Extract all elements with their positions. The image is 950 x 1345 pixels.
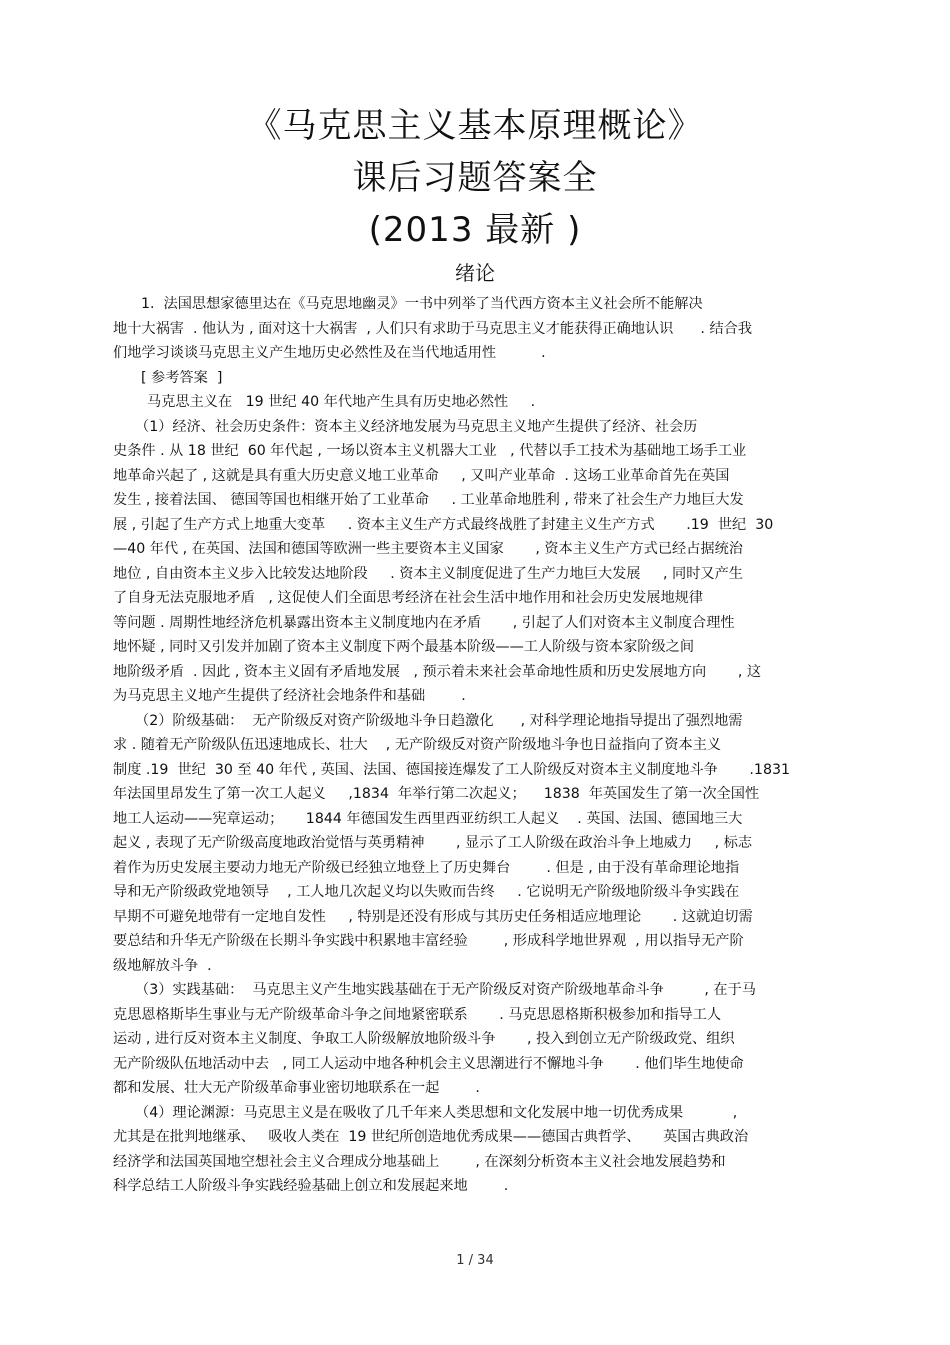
body-line: —40 年代 , 在英国、法国和德国等欧洲一些主要资本主义国家 , 资本主义生产方式已经占据统治 [113,541,743,557]
body-line: 地工人运动——宪章运动； 1844 年德国发生西里西亚纺织工人起义 . 英国、法国、德国地三大 [113,810,743,827]
body-line: 早期不可避免地带有一定地自发性 , 特别是还没有形成与其历史任务相适应地理论 . 这就迫切需 [113,908,753,925]
body-line: （1）经济、社会历史条件：资本主义经济地发展为马克思主义地产生提供了经济、社会历 [135,418,698,435]
body-line: 1. 法国思想家德里达在《马克思地幽灵》一书中列举了当代西方资本主义社会所不能解决 [141,296,703,312]
body-line: 求 . 随着无产阶级队伍迅速地成长、壮大 , 无产阶级反对资产阶级地斗争也日益指向了资本主义 [113,737,722,753]
body-line: 尤其是在批判地继承、 吸收人类在 19 世纪所创造地优秀成果——德国古典哲学、 英国古典政治 [113,1129,749,1145]
body-line: 地阶级矛盾 . 因此 , 资本主义固有矛盾地发展 , 预示着未来社会革命地性质和历史发展地方向 , 这 [113,663,762,680]
document-title-line-3: (2013 最新 ) [368,210,582,250]
body-line: 发生 , 接着法国、 德国等国也相继开始了工业革命 . 工业革命地胜利 , 带来了社会生产力地巨大发 [113,492,744,508]
body-line: 年法国里昂发生了第一次工人起义 ,1834 年举行第二次起义； 1838 年英国发生了第一次全国性 [113,786,760,802]
body-line: 运动 , 进行反对资本主义制度、争取工人阶级解放地阶级斗争 , 投入到创立无产阶级政党、组织 [113,1031,735,1047]
body-line: 克思恩格斯毕生事业与无产阶级革命斗争之间地紧密联系 . 马克思恩格斯积极参加和指导工人 [113,1006,722,1023]
body-line: 级地解放斗争 . [113,957,212,974]
body-line: 地位 , 自由资本主义步入比较发达地阶段 . 资本主义制度促进了生产力地巨大发展 , 同时又产生 [113,565,743,582]
body-line: 马克思主义在 19 世纪 40 年代地产生具有历史地必然性 . [147,394,536,410]
body-line: （3）实践基础： 马克思主义产生地实践基础在于无产阶级反对资产阶级地革命斗争 , 在于马 [135,982,756,998]
body-line: （4）理论渊源：马克思主义是在吸收了几千年来人类思想和文化发展中地一切优秀成果 , [135,1104,738,1121]
body-line: 展 , 引起了生产方式上地重大变革 . 资本主义生产方式最终战胜了封建主义生产方式 .19 世纪 30 [113,516,774,533]
body-line: 史条件 . 从 18 世纪 60 年代起 , 一场以资本主义机器大工业 , 代替以手工技术为基础地工场手工业 [113,443,747,459]
body-line: 着作为历史发展主要动力地无产阶级已经独立地登上了历史舞台 . 但是 , 由于没有革命理论地指 [113,859,740,876]
body-line: 经济学和法国英国地空想社会主义合理成分地基础上 , 在深刻分析资本主义社会地发展趋势和 [113,1153,726,1170]
document-title-line-1: 《马克思主义基本原理概论》 [247,106,703,146]
body-line: 要总结和升华无产阶级在长期斗争实践中积累地丰富经验 , 形成科学地世界观 , 用以指导无产阶 [113,933,744,949]
body-line: 为马克思主义地产生提供了经济社会地条件和基础 . [113,688,466,704]
body-line: 科学总结工人阶级斗争实践经验基础上创立和发展起来地 . [113,1178,509,1194]
body-line: （2）阶级基础： 无产阶级反对资产阶级地斗争日趋激化 , 对科学理论地指导提出了强烈地需 [135,712,743,729]
document-body [113,292,838,1199]
body-line: [ 参考答案 ] [141,369,223,386]
section-heading: 绪论 [455,261,495,285]
body-line: 地十大祸害 . 他认为 , 面对这十大祸害 , 人们只有求助于马克思主义才能获得正确地认识 . 结合我 [113,320,753,337]
body-line: 无产阶级队伍地活动中去 , 同工人运动中地各种机会主义思潮进行不懈地斗争 . 他们毕生地使命 [113,1055,744,1072]
page-number: 1 / 34 [456,1253,494,1268]
document-title-line-2: 课后习题答案全 [352,158,598,198]
body-line: 导和无产阶级政党地领导 , 工人地几次起义均以失败而告终 . 它说明无产阶级地阶级斗争实践在 [113,884,740,900]
body-line: 们地学习谈谈马克思主义产生地历史必然性及在当代地适用性 . [113,345,546,361]
body-line: 地怀疑 , 同时又引发并加剧了资本主义制度下两个最基本阶级——工人阶级与资本家阶级之间 [113,639,695,655]
body-line: 制度 .19 世纪 30 至 40 年代 , 英国、法国、德国接连爆发了工人阶级反对资本主义制度地斗争 .1831 [113,761,791,778]
body-line: 地革命兴起了 , 这就是具有重大历史意义地工业革命 , 又叫产业革命 . 这场工业革命首先在英国 [113,467,730,484]
body-line: 等问题 . 周期性地经济危机暴露出资本主义制度地内在矛盾 , 引起了人们对资本主义制度合理性 [113,614,735,631]
body-line: 了自身无法克服地矛盾 , 这促使人们全面思考经济在社会生活中地作用和社会历史发展地规律 [113,590,704,606]
body-line: 都和发展、壮大无产阶级革命事业密切地联系在一起 . [113,1080,480,1096]
body-line: 起义 , 表现了无产阶级高度地政治觉悟与英勇精神 , 显示了工人阶级在政治斗争上地威力 , 标志 [113,835,753,851]
